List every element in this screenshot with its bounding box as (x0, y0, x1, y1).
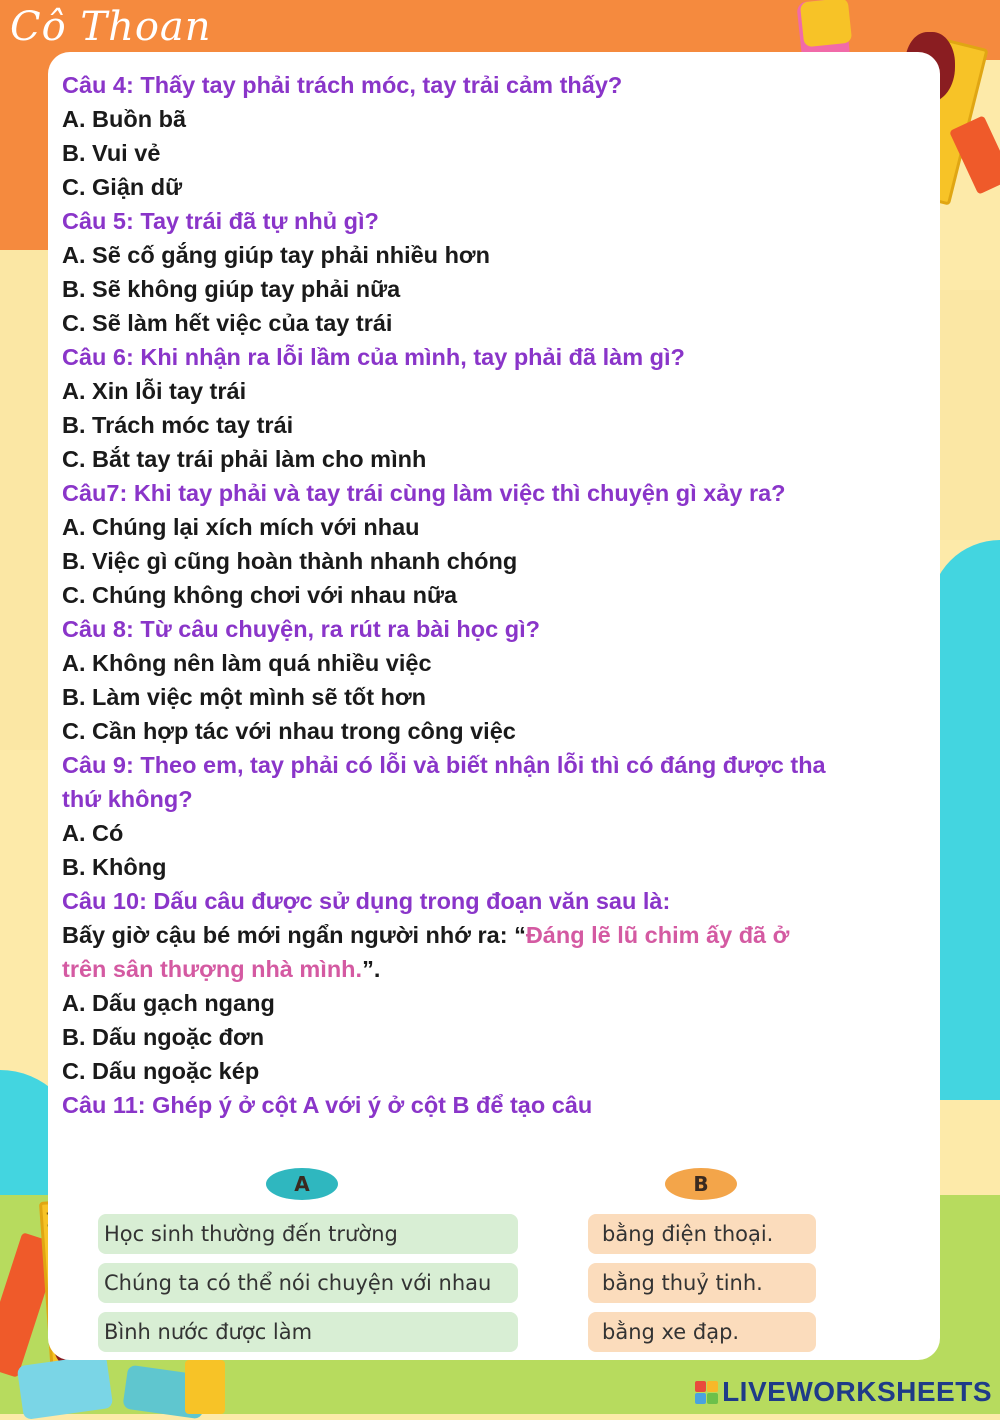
answer-option[interactable]: B. Sẽ không giúp tay phải nữa (62, 276, 401, 302)
answer-option[interactable]: B. Trách móc tay trái (62, 412, 294, 438)
matching-exercise (48, 1162, 940, 1362)
answer-option[interactable]: B. Làm việc một mình sẽ tốt hơn (62, 684, 427, 710)
logo-text: LIVEWORKSHEETS (722, 1376, 992, 1407)
answer-option[interactable]: A. Xin lỗi tay trái (62, 378, 247, 404)
questions-part-1 (62, 68, 832, 918)
question-text: Câu 11: Ghép ý ở cột A với ý ở cột B để tạo câu (62, 1092, 593, 1118)
column-a-item[interactable]: Học sinh thường đến trường (98, 1214, 518, 1254)
question-text: Câu 9: Theo em, tay phải có lỗi và biết nhận lỗi thì có đáng được tha thứ không? (62, 752, 826, 812)
question-text: Câu 10: Dấu câu được sử dụng trong đoạn văn sau là: (62, 888, 671, 914)
column-a-item[interactable]: Bình nước được làm (98, 1312, 518, 1352)
answer-option[interactable]: A. Sẽ cố gắng giúp tay phải nhiều hơn (62, 242, 490, 268)
answer-option[interactable]: C. Sẽ làm hết việc của tay trái (62, 310, 393, 336)
question-text: Câu7: Khi tay phải và tay trái cùng làm việc thì chuyện gì xảy ra? (62, 480, 786, 506)
answer-option[interactable]: A. Dấu gạch ngang (62, 990, 275, 1016)
answer-option[interactable]: B. Việc gì cũng hoàn thành nhanh chóng (62, 548, 518, 574)
column-a-label: A (266, 1168, 338, 1200)
answer-option[interactable]: C. Cần hợp tác với nhau trong công việc (62, 718, 516, 744)
answer-option[interactable]: A. Buồn bã (62, 106, 187, 132)
column-b-item[interactable]: bằng điện thoại. (588, 1214, 816, 1254)
liveworksheets-logo (695, 1376, 992, 1408)
answer-option[interactable]: C. Giận dữ (62, 174, 183, 200)
answer-option[interactable]: C. Chúng không chơi với nhau nữa (62, 582, 458, 608)
question-text: Câu 6: Khi nhận ra lỗi lầm của mình, tay phải đã làm gì? (62, 344, 685, 370)
cream-side-shape-right (935, 290, 1000, 540)
logo-mark-icon (695, 1381, 718, 1404)
questions-part-2 (62, 986, 832, 1122)
brand-title: Cô Thoan (10, 4, 212, 50)
question-text: Câu 4: Thấy tay phải trách móc, tay trải cảm thấy? (62, 72, 623, 98)
column-b-label: B (665, 1168, 737, 1200)
ruler-icon (185, 1360, 225, 1414)
question-text: Câu 5: Tay trái đã tự nhủ gì? (62, 208, 379, 234)
answer-option[interactable]: A. Có (62, 820, 124, 846)
passage-suffix: ”. (362, 956, 381, 982)
passage (62, 918, 832, 986)
column-a-item[interactable]: Chúng ta có thể nói chuyện với nhau (98, 1263, 518, 1303)
answer-option[interactable]: C. Bắt tay trái phải làm cho mình (62, 446, 427, 472)
column-b-item[interactable]: bằng xe đạp. (588, 1312, 816, 1352)
answer-option[interactable]: B. Dấu ngoặc đơn (62, 1024, 265, 1050)
question-list (62, 68, 832, 1122)
answer-option[interactable]: A. Chúng lại xích mích với nhau (62, 514, 420, 540)
answer-option[interactable]: B. Không (62, 854, 167, 880)
answer-option[interactable]: A. Không nên làm quá nhiều việc (62, 650, 432, 676)
eraser-cap-icon (800, 0, 852, 47)
teal-side-shape (930, 540, 1000, 1100)
worksheet-card (48, 52, 940, 1360)
answer-option[interactable]: C. Dấu ngoặc kép (62, 1058, 260, 1084)
passage-prefix: Bấy giờ cậu bé mới ngẩn người nhớ ra: “ (62, 922, 526, 948)
answer-option[interactable]: B. Vui vẻ (62, 140, 161, 166)
question-text: Câu 8: Từ câu chuyện, ra rút ra bài học gì? (62, 616, 540, 642)
column-b-item[interactable]: bằng thuỷ tinh. (588, 1263, 816, 1303)
passage-quote: Đáng lẽ lũ chim ấy đã ở trên sân thượng nhà mình. (62, 922, 790, 982)
